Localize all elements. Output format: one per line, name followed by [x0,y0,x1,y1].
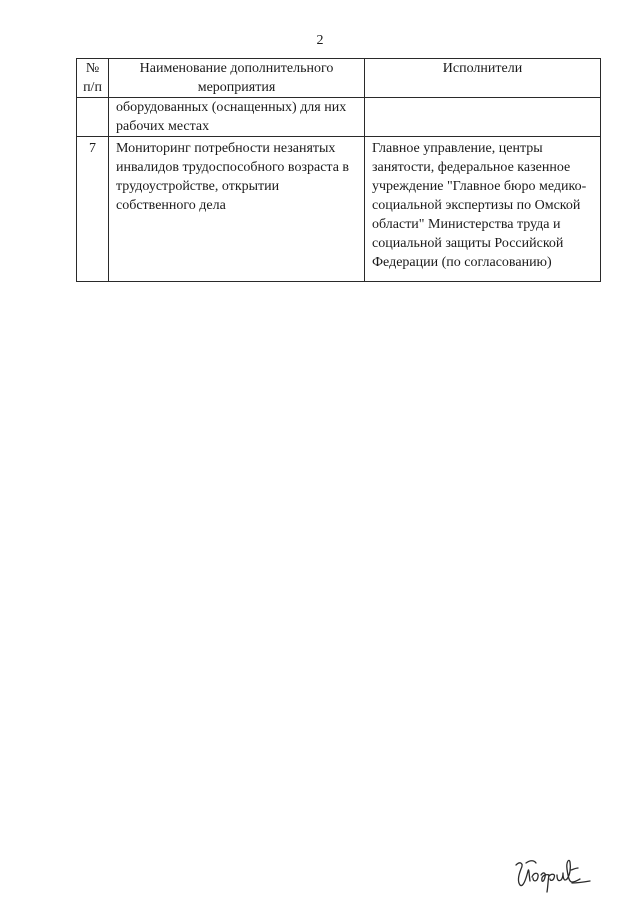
row-number-cell: 7 [77,137,109,282]
header-executors: Исполнители [365,59,601,98]
table-header-row [77,59,601,98]
page-number: 2 [316,33,324,48]
header-activity-name: Наименование дополнительного мероприятия [109,59,365,98]
header-number: № п/п [77,59,109,98]
executors-cell: Главное управление, центры занятости, федеральное казенное учреждение "Главное бюро медико-социальной экспертизы по Омской области" Министерства труда и социальной защиты Российской Федерации (по согласованию) [365,137,601,282]
executors-cell [365,98,601,137]
handwritten-signature [512,855,594,895]
table-row [77,98,601,137]
measures-table [76,58,601,282]
table-row [77,137,601,282]
activity-name-cell: Мониторинг потребности незанятых инвалидов трудоспособного возраста в трудоустройстве, открытии собственного дела [109,137,365,282]
row-number-cell [77,98,109,137]
activity-name-cell: оборудованных (оснащенных) для них рабочих местах [109,98,365,137]
